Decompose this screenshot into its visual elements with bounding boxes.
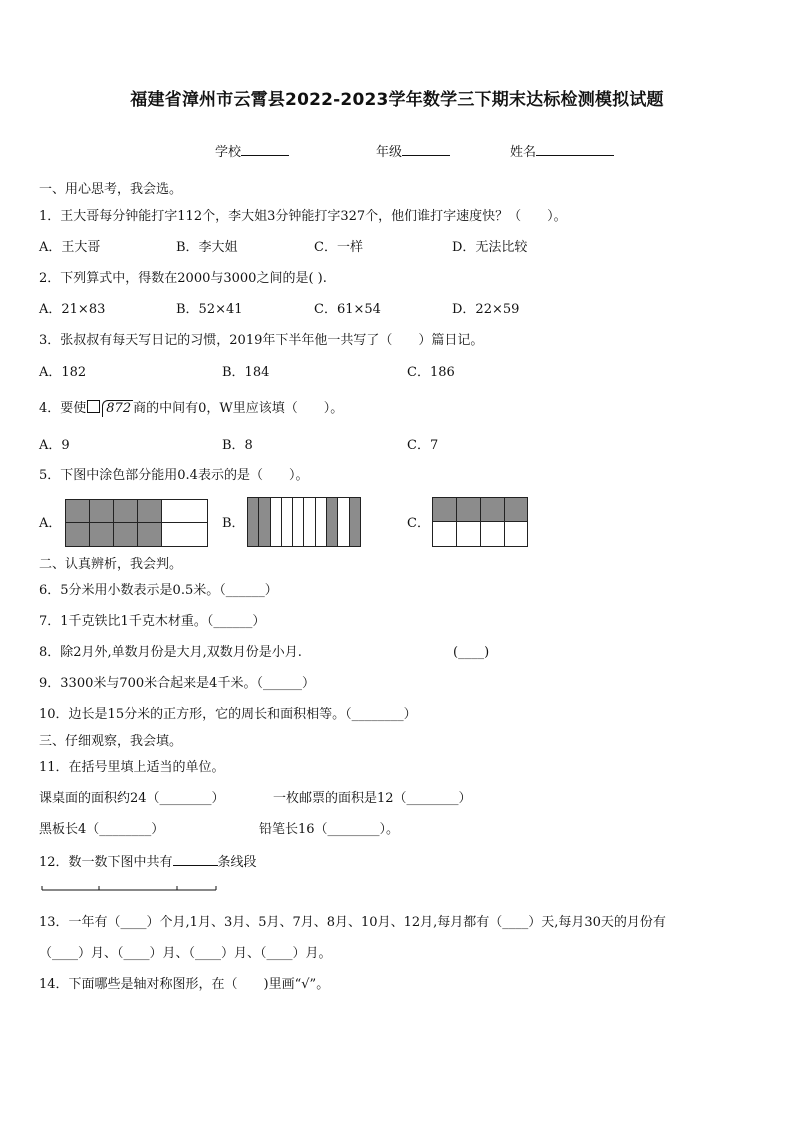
q5-option-b[interactable]: B．: [222, 516, 245, 531]
question-10-text[interactable]: 10．边长是15分米的正方形，它的周长和面积相等。（________）: [39, 707, 417, 722]
q2-option-b[interactable]: B．52×41: [176, 302, 243, 317]
q5-option-c[interactable]: C．: [407, 516, 430, 531]
name-label: 姓名: [510, 145, 537, 160]
fig-b-strip: [316, 498, 327, 546]
q12-answer-blank[interactable]: [173, 853, 218, 866]
fig-b-strip: [248, 498, 259, 546]
square-box-icon: [87, 400, 100, 413]
q12-segment-figure: [40, 882, 220, 896]
section-heading-1: 一、用心思考，我会选。: [39, 182, 183, 197]
fig-a-cell: [89, 499, 114, 523]
q2-option-c[interactable]: C．61×54: [314, 302, 381, 317]
fig-b-strip: [350, 498, 360, 546]
question-8-text: 8．除2月外,单数月份是大月,双数月份是小月.: [39, 645, 302, 660]
section-heading-3: 三、仔细观察，我会填。: [39, 734, 183, 749]
school-field: [215, 143, 289, 161]
q5-figure-b: [247, 497, 361, 547]
question-2-text: 2．下列算式中，得数在2000与3000之间的是( ).: [39, 271, 327, 286]
fig-b-strip: [259, 498, 270, 546]
school-label: 学校: [215, 145, 242, 160]
name-field: [510, 143, 614, 161]
fig-c-cell: [456, 497, 481, 522]
q11-line2-a[interactable]: 黑板长4（________）: [39, 822, 165, 837]
q4-option-a[interactable]: A．9: [39, 438, 70, 453]
q4-option-b[interactable]: B．8: [222, 438, 253, 453]
question-4-text: [39, 400, 343, 417]
q11-line1-b[interactable]: 一枚邮票的面积是12（________）: [273, 791, 472, 806]
q1-option-b[interactable]: B．李大姐: [176, 240, 238, 255]
q1-option-d[interactable]: D．无法比较: [452, 240, 528, 255]
q2-option-a[interactable]: A．21×83: [39, 302, 106, 317]
q12-suffix: 条线段: [217, 855, 257, 870]
fig-c-cell: [432, 497, 457, 522]
fig-b-strip: [282, 498, 293, 546]
fig-a-cell: [65, 499, 90, 523]
q5-figure-a: [65, 499, 208, 547]
q4-option-c[interactable]: C．7: [407, 438, 439, 453]
q5-option-a[interactable]: A．: [39, 516, 62, 531]
q3-option-a[interactable]: A．182: [39, 365, 87, 380]
question-11-text: 11．在括号里填上适当的单位。: [39, 760, 225, 775]
fig-a-cell: [65, 522, 90, 547]
question-3-text: 3．张叔叔有每天写日记的习惯，2019年下半年他一共写了（ ）篇日记。: [39, 333, 484, 348]
question-13-line2[interactable]: （____）月、（____）月、（____）月、（____）月。: [39, 946, 332, 961]
fig-a-cell: [89, 522, 114, 547]
fig-b-strip: [293, 498, 304, 546]
q12-prefix: 12．数一数下图中共有: [39, 855, 173, 870]
q2-option-d[interactable]: D．22×59: [452, 302, 520, 317]
fig-b-strip: [271, 498, 282, 546]
q1-option-a[interactable]: A．王大哥: [39, 240, 101, 255]
fig-a-cell: [113, 522, 138, 547]
question-1-text: 1．王大哥每分钟能打字112个，李大姐3分钟能打字327个，他们谁打字速度快？（ ）。: [39, 209, 567, 224]
q4-prefix: 4．要使: [39, 401, 87, 416]
fig-c-cell: [504, 521, 528, 547]
name-blank[interactable]: [536, 143, 614, 156]
fig-c-cell: [480, 497, 505, 522]
question-7-text[interactable]: 7．1千克铁比1千克木材重。（______）: [39, 614, 266, 629]
grade-label: 年级: [376, 145, 403, 160]
grade-field: [376, 143, 450, 161]
section-heading-2: 二、认真辨析，我会判。: [39, 557, 183, 572]
q3-option-c[interactable]: C．186: [407, 365, 455, 380]
fig-c-cell: [480, 521, 505, 547]
fig-b-strip: [338, 498, 349, 546]
fig-c-cell: [456, 521, 481, 547]
q11-line2-b[interactable]: 铅笔长16（________）。: [259, 822, 400, 837]
fig-c-cell: [432, 521, 457, 547]
q8-answer-blank[interactable]: (____): [453, 645, 490, 660]
q5-figure-c: [432, 497, 528, 547]
q11-line1-a[interactable]: 课桌面的面积约24（________）: [39, 791, 225, 806]
q3-option-b[interactable]: B．184: [222, 365, 270, 380]
fig-a-cell: [113, 499, 138, 523]
question-6-text[interactable]: 6．5分米用小数表示是0.5米。（______）: [39, 583, 278, 598]
q4-dividend: 872: [102, 400, 133, 417]
fig-a-cell: [137, 522, 162, 547]
question-14-text: 14．下面哪些是轴对称图形，在（ )里画“√”。: [39, 977, 330, 992]
grade-blank[interactable]: [402, 143, 450, 156]
fig-a-cell: [161, 522, 208, 547]
fig-b-strip: [327, 498, 338, 546]
fig-b-strip: [304, 498, 315, 546]
question-9-text[interactable]: 9．3300米与700米合起来是4千米。（______）: [39, 676, 315, 691]
fig-c-cell: [504, 497, 528, 522]
school-blank[interactable]: [241, 143, 289, 156]
page-title: 福建省漳州市云霄县2022-2023学年数学三下期末达标检测模拟试题: [130, 90, 664, 110]
q4-suffix: 商的中间有0，W里应该填（ ）。: [133, 401, 344, 416]
question-12-text: [39, 853, 257, 871]
q1-option-c[interactable]: C．一样: [314, 240, 363, 255]
question-13-line1[interactable]: 13．一年有（____）个月,1月、3月、5月、7月、8月、10月、12月,每月都有（____）天,每月30天的月份有: [39, 915, 666, 930]
fig-a-cell: [137, 499, 162, 523]
fig-a-cell: [161, 499, 208, 523]
question-5-text: 5．下图中涂色部分能用0.4表示的是（ ）。: [39, 468, 309, 483]
